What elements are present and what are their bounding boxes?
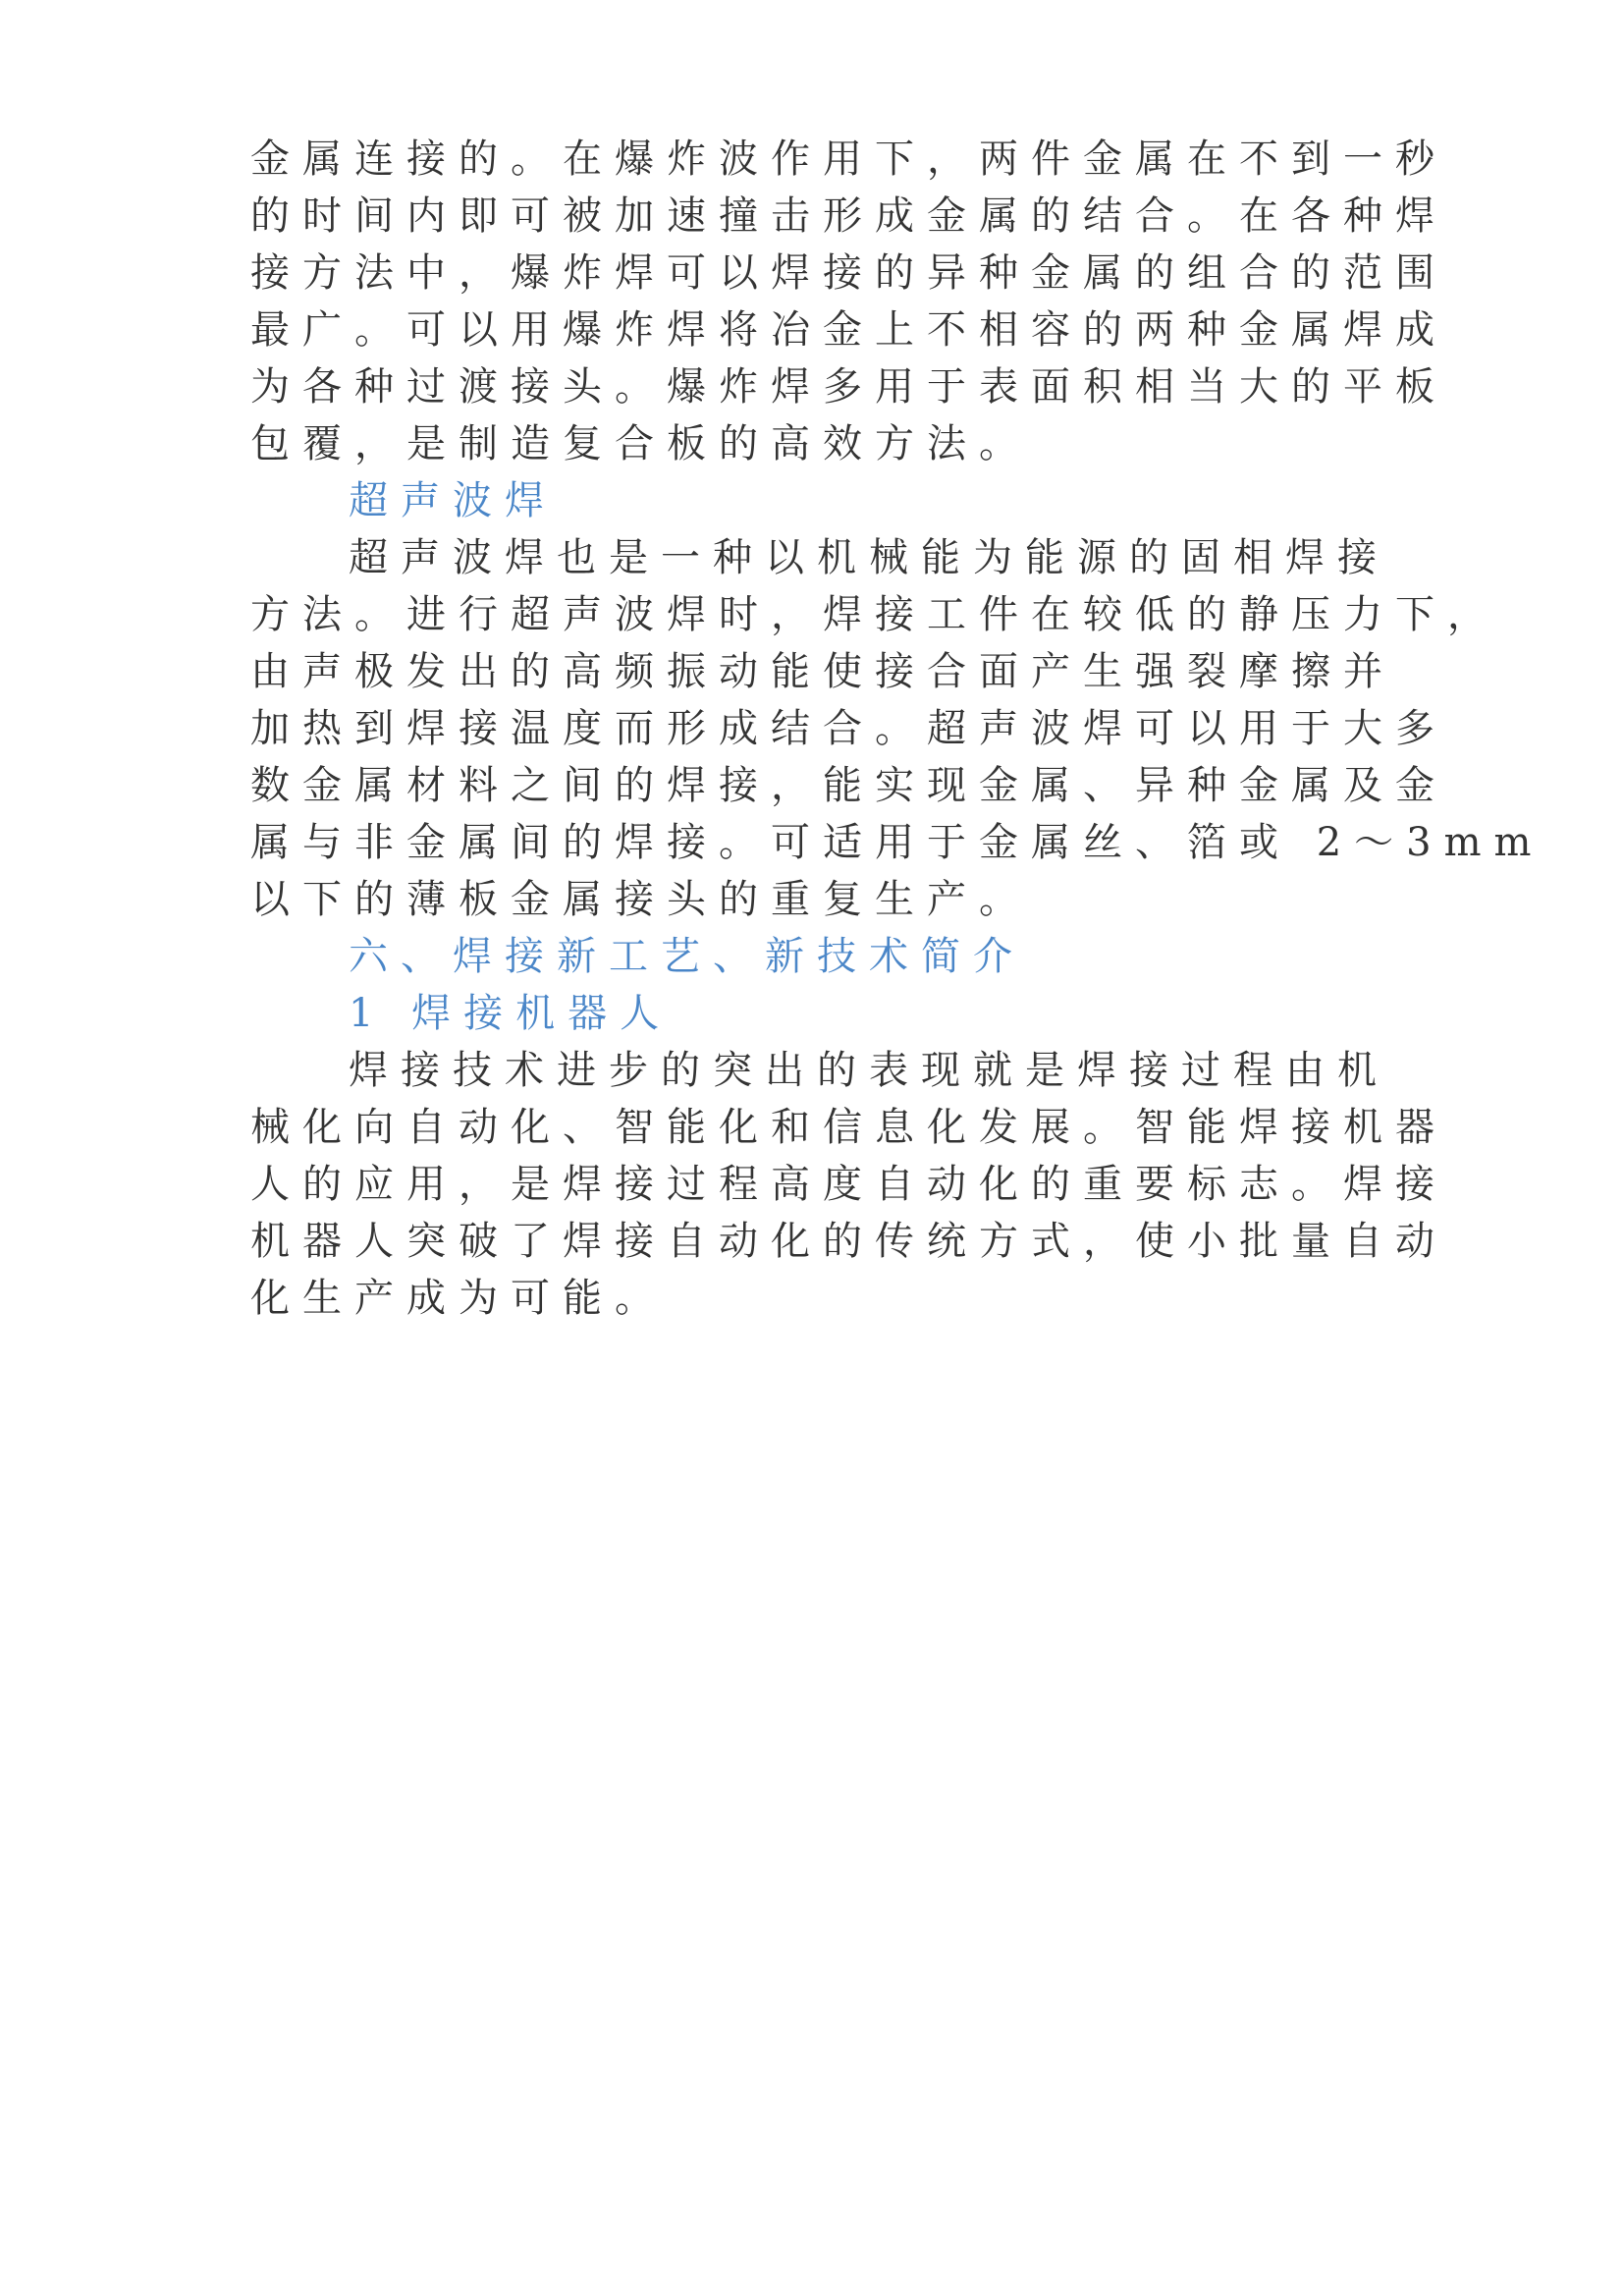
paragraph-line: 械化向自动化、智能化和信息化发展。智能焊接机器 — [250, 1105, 1447, 1150]
paragraph-line: 属与非金属间的焊接。可适用于金属丝、箔或 2～3mm — [250, 820, 1544, 865]
paragraph-line: 为各种过渡接头。爆炸焊多用于表面积相当大的平板 — [250, 364, 1447, 410]
paragraph-line: 数金属材料之间的焊接，能实现金属、异种金属及金 — [250, 763, 1447, 808]
paragraph-line: 包覆，是制造复合板的高效方法。 — [250, 421, 1031, 466]
paragraph-line: 方法。进行超声波焊时，焊接工件在较低的静压力下， — [250, 592, 1499, 637]
paragraph-line: 最广。可以用爆炸焊将冶金上不相容的两种金属焊成 — [250, 307, 1447, 353]
paragraph-line: 的时间内即可被加速撞击形成金属的结合。在各种焊 — [250, 193, 1447, 239]
section-heading-ultrasonic: 超声波焊 — [349, 478, 557, 523]
subsection-heading-robot: 1 焊接机器人 — [349, 991, 673, 1036]
paragraph-line: 化生产成为可能。 — [250, 1276, 667, 1321]
section-heading-6: 六、焊接新工艺、新技术简介 — [349, 934, 1025, 979]
paragraph-line: 机器人突破了焊接自动化的传统方式，使小批量自动 — [250, 1219, 1447, 1264]
paragraph-line: 焊接技术进步的突出的表现就是焊接过程由机 — [349, 1048, 1389, 1093]
paragraph-line: 人的应用，是焊接过程高度自动化的重要标志。焊接 — [250, 1162, 1447, 1207]
paragraph-line: 接方法中，爆炸焊可以焊接的异种金属的组合的范围 — [250, 250, 1447, 296]
paragraph-line: 以下的薄板金属接头的重复生产。 — [250, 877, 1031, 922]
paragraph-line: 超声波焊也是一种以机械能为能源的固相焊接 — [349, 535, 1389, 580]
paragraph-line: 金属连接的。在爆炸波作用下，两件金属在不到一秒 — [250, 137, 1447, 182]
paragraph-line: 由声极发出的高频振动能使接合面产生强裂摩擦并 — [250, 649, 1395, 694]
paragraph-line: 加热到焊接温度而形成结合。超声波焊可以用于大多 — [250, 706, 1447, 751]
